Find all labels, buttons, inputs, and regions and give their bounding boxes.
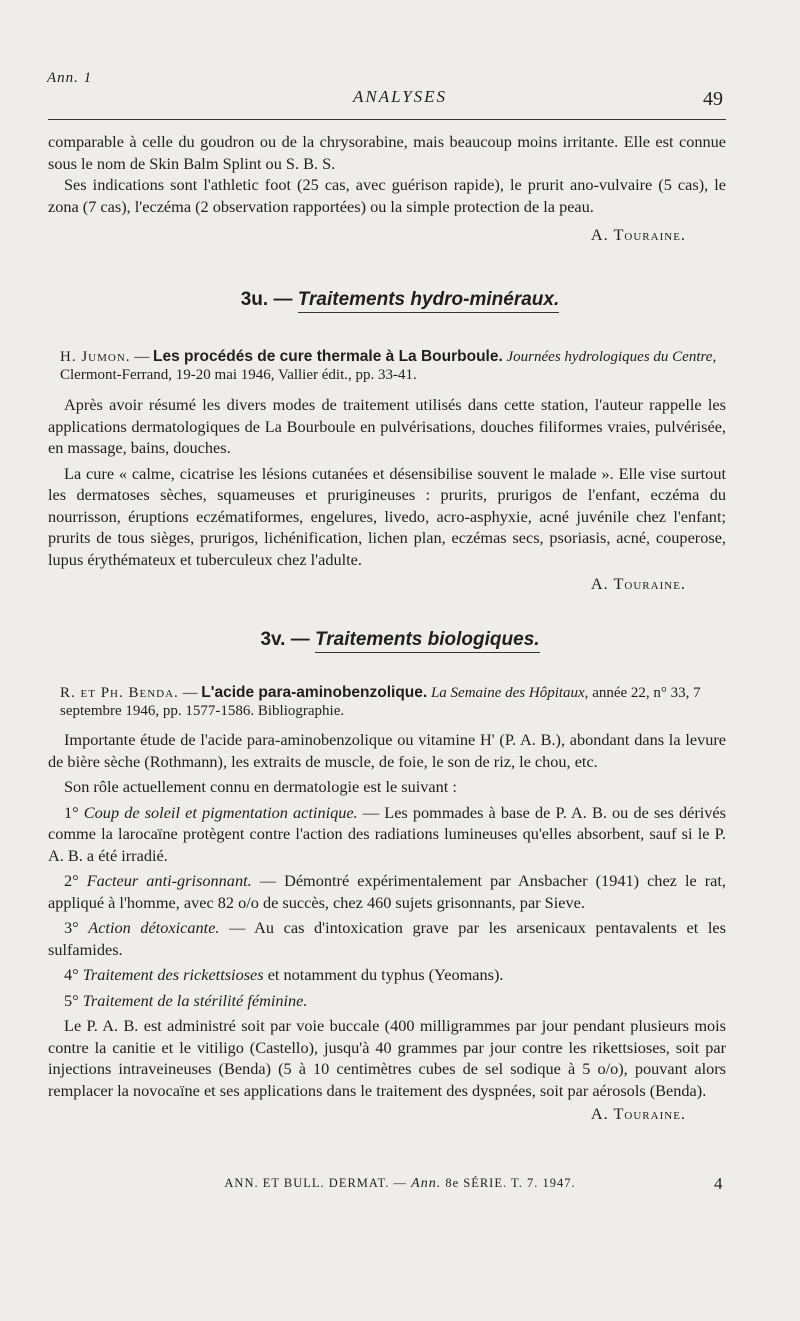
article-1-signature: A. Touraine.	[590, 574, 686, 593]
item-text: et notamment du typhus (Yeomans).	[263, 965, 504, 984]
section-dash: —	[290, 629, 310, 650]
intro-signature: A. Touraine.	[590, 225, 686, 244]
article-1-reference	[60, 348, 726, 384]
item-title: Traitement des rickettsioses	[82, 965, 264, 984]
article-author: R. et Ph. Benda.	[60, 685, 179, 701]
article-journal: Journées hydrologiques du Centre,	[506, 349, 717, 365]
footer-ann: Ann.	[411, 1176, 442, 1191]
item-text: — Les pommades à base de P. A. B. ou de ses dérivés comme la larocaïne protègent contre l'action des radiations lumineuses qu'elles absorbent, sauf si le P. A. B. a été irradié.	[48, 802, 726, 865]
item-title: Facteur anti-grisonnant.	[86, 871, 252, 890]
article-1-body	[48, 394, 726, 595]
item-label: 3°	[64, 918, 89, 937]
page-footer	[0, 1176, 800, 1192]
header-rule	[48, 119, 726, 120]
footer-series: 8e SÉRIE. T. 7. 1947.	[445, 1176, 576, 1190]
intro-block	[48, 131, 726, 246]
running-title: ANALYSES	[352, 87, 448, 106]
item-title: Coup de soleil et pigmentation actinique.	[83, 802, 358, 822]
section-title: Traitements hydro-minéraux.	[298, 289, 560, 313]
section-number: 3u.	[240, 289, 269, 310]
footer-signature-mark: 4	[714, 1174, 724, 1193]
numbered-item-1	[48, 802, 726, 867]
article-details: année 22, n° 33, 7 septembre 1946, pp. 1577-1586. Bibliographie.	[60, 685, 701, 719]
section-heading-3v	[0, 629, 800, 651]
article-journal: La Semaine des Hôpitaux,	[430, 685, 589, 701]
numbered-item-4	[48, 964, 726, 986]
article-2-paragraph-1: Importante étude de l'acide para-aminobenzolique ou vitamine H' (P. A. B.), abondant dans la levure de bière sèche (Rothmann), les extraits de muscle, de foie, le son de riz, le chou, etc.	[48, 730, 726, 771]
article-2-body	[48, 729, 726, 1125]
item-label: 2°	[64, 871, 87, 890]
article-dash: —	[134, 349, 150, 365]
intro-paragraph-2: Ses indications sont l'athletic foot (25 cas, avec guérison rapide), le prurit ano-vulvaire (5 cas), le zona (7 cas), l'eczéma (2 observation rapportées) ou la simple protection de la peau.	[48, 175, 726, 216]
article-author: H. Jumon.	[60, 349, 131, 365]
article-2-signature: A. Touraine.	[590, 1104, 686, 1123]
section-number: 3v.	[260, 629, 286, 650]
article-title: Les procédés de cure thermale à La Bourboule.	[153, 348, 503, 365]
section-heading-3u	[0, 289, 800, 311]
section-dash: —	[273, 289, 293, 310]
article-1-paragraph-1: Après avoir résumé les divers modes de traitement utilisés dans cette station, l'auteur rappelle les applications dermatologiques de La Bourboule en pulvérisations, douches filiformes vraies, pulvérisée, en massage, bains, douches.	[48, 395, 726, 457]
footer-citation	[0, 1176, 800, 1192]
page-number: 49	[703, 88, 723, 110]
item-text: — Démontré expérimentalement par Ansbacher (1941) chez le rat, appliqué à l'homme, avec 82 o/o de succès, chez 460 sujets grisonnants, par Sieve.	[48, 871, 726, 912]
article-2-reference	[60, 684, 726, 720]
numbered-item-5	[48, 990, 726, 1012]
item-label: 4°	[64, 965, 83, 984]
numbered-item-3	[48, 917, 726, 960]
article-dash: —	[182, 685, 198, 701]
intro-paragraph-1: comparable à celle du goudron ou de la chrysorabine, mais beaucoup moins irritante. Elle est connue sous le nom de Skin Balm Splint ou S. B. S.	[48, 132, 726, 173]
item-title: Action détoxicante.	[88, 918, 220, 937]
article-1-paragraph-2: La cure « calme, cicatrise les lésions cutanées et désensibilise souvent le malade ». Elle vise surtout les dermatoses sèches, squameuses et prurigineuses : prurits, prurigos de l'enfant, eczéma du nourrisson, éruptions eczématiformes, engelures, livedo, acro-asphyxie, acné juvénile chez l'enfant; prurits de tous sièges, prurigos, lichénification, lichen plan, eczémas secs, psoriasis, acné, couperose, lupus érythémateux et tuberculeux chez l'adulte.	[48, 463, 726, 569]
section-title: Traitements biologiques.	[315, 629, 540, 653]
article-2-paragraph-3: Le P. A. B. est administré soit par voie buccale (400 milligrammes par jour pendant plusieurs mois contre la canitie et le vitiligo (Castello), jusqu'à 40 grammes par jour contre les rikettsioses, soit par injections intraveineuses (Benda) (5 à 10 centimètres cubes de sel sodique à 5 o/o), pouvant alors remplacer la novocaïne et ses applications dans le traitement des dyspnées, soit par aérosols (Benda).	[48, 1016, 726, 1100]
article-title: L'acide para-aminobenzolique.	[201, 684, 428, 701]
item-text: — Au cas d'intoxication grave par les arsenicaux pentavalents et les sulfamides.	[48, 918, 726, 959]
item-title: Traitement de la stérilité féminine.	[82, 990, 308, 1010]
article-details: Clermont-Ferrand, 19-20 mai 1946, Vallier édit., pp. 33-41.	[60, 367, 417, 383]
footer-journal: ANN. ET BULL. DERMAT. —	[224, 1176, 408, 1190]
header-left: Ann. 1	[47, 70, 93, 86]
article-2-paragraph-2: Son rôle actuellement connu en dermatologie est le suivant :	[64, 777, 457, 796]
item-label: 1°	[64, 802, 84, 822]
numbered-item-2	[48, 870, 726, 913]
item-label: 5°	[64, 990, 83, 1010]
